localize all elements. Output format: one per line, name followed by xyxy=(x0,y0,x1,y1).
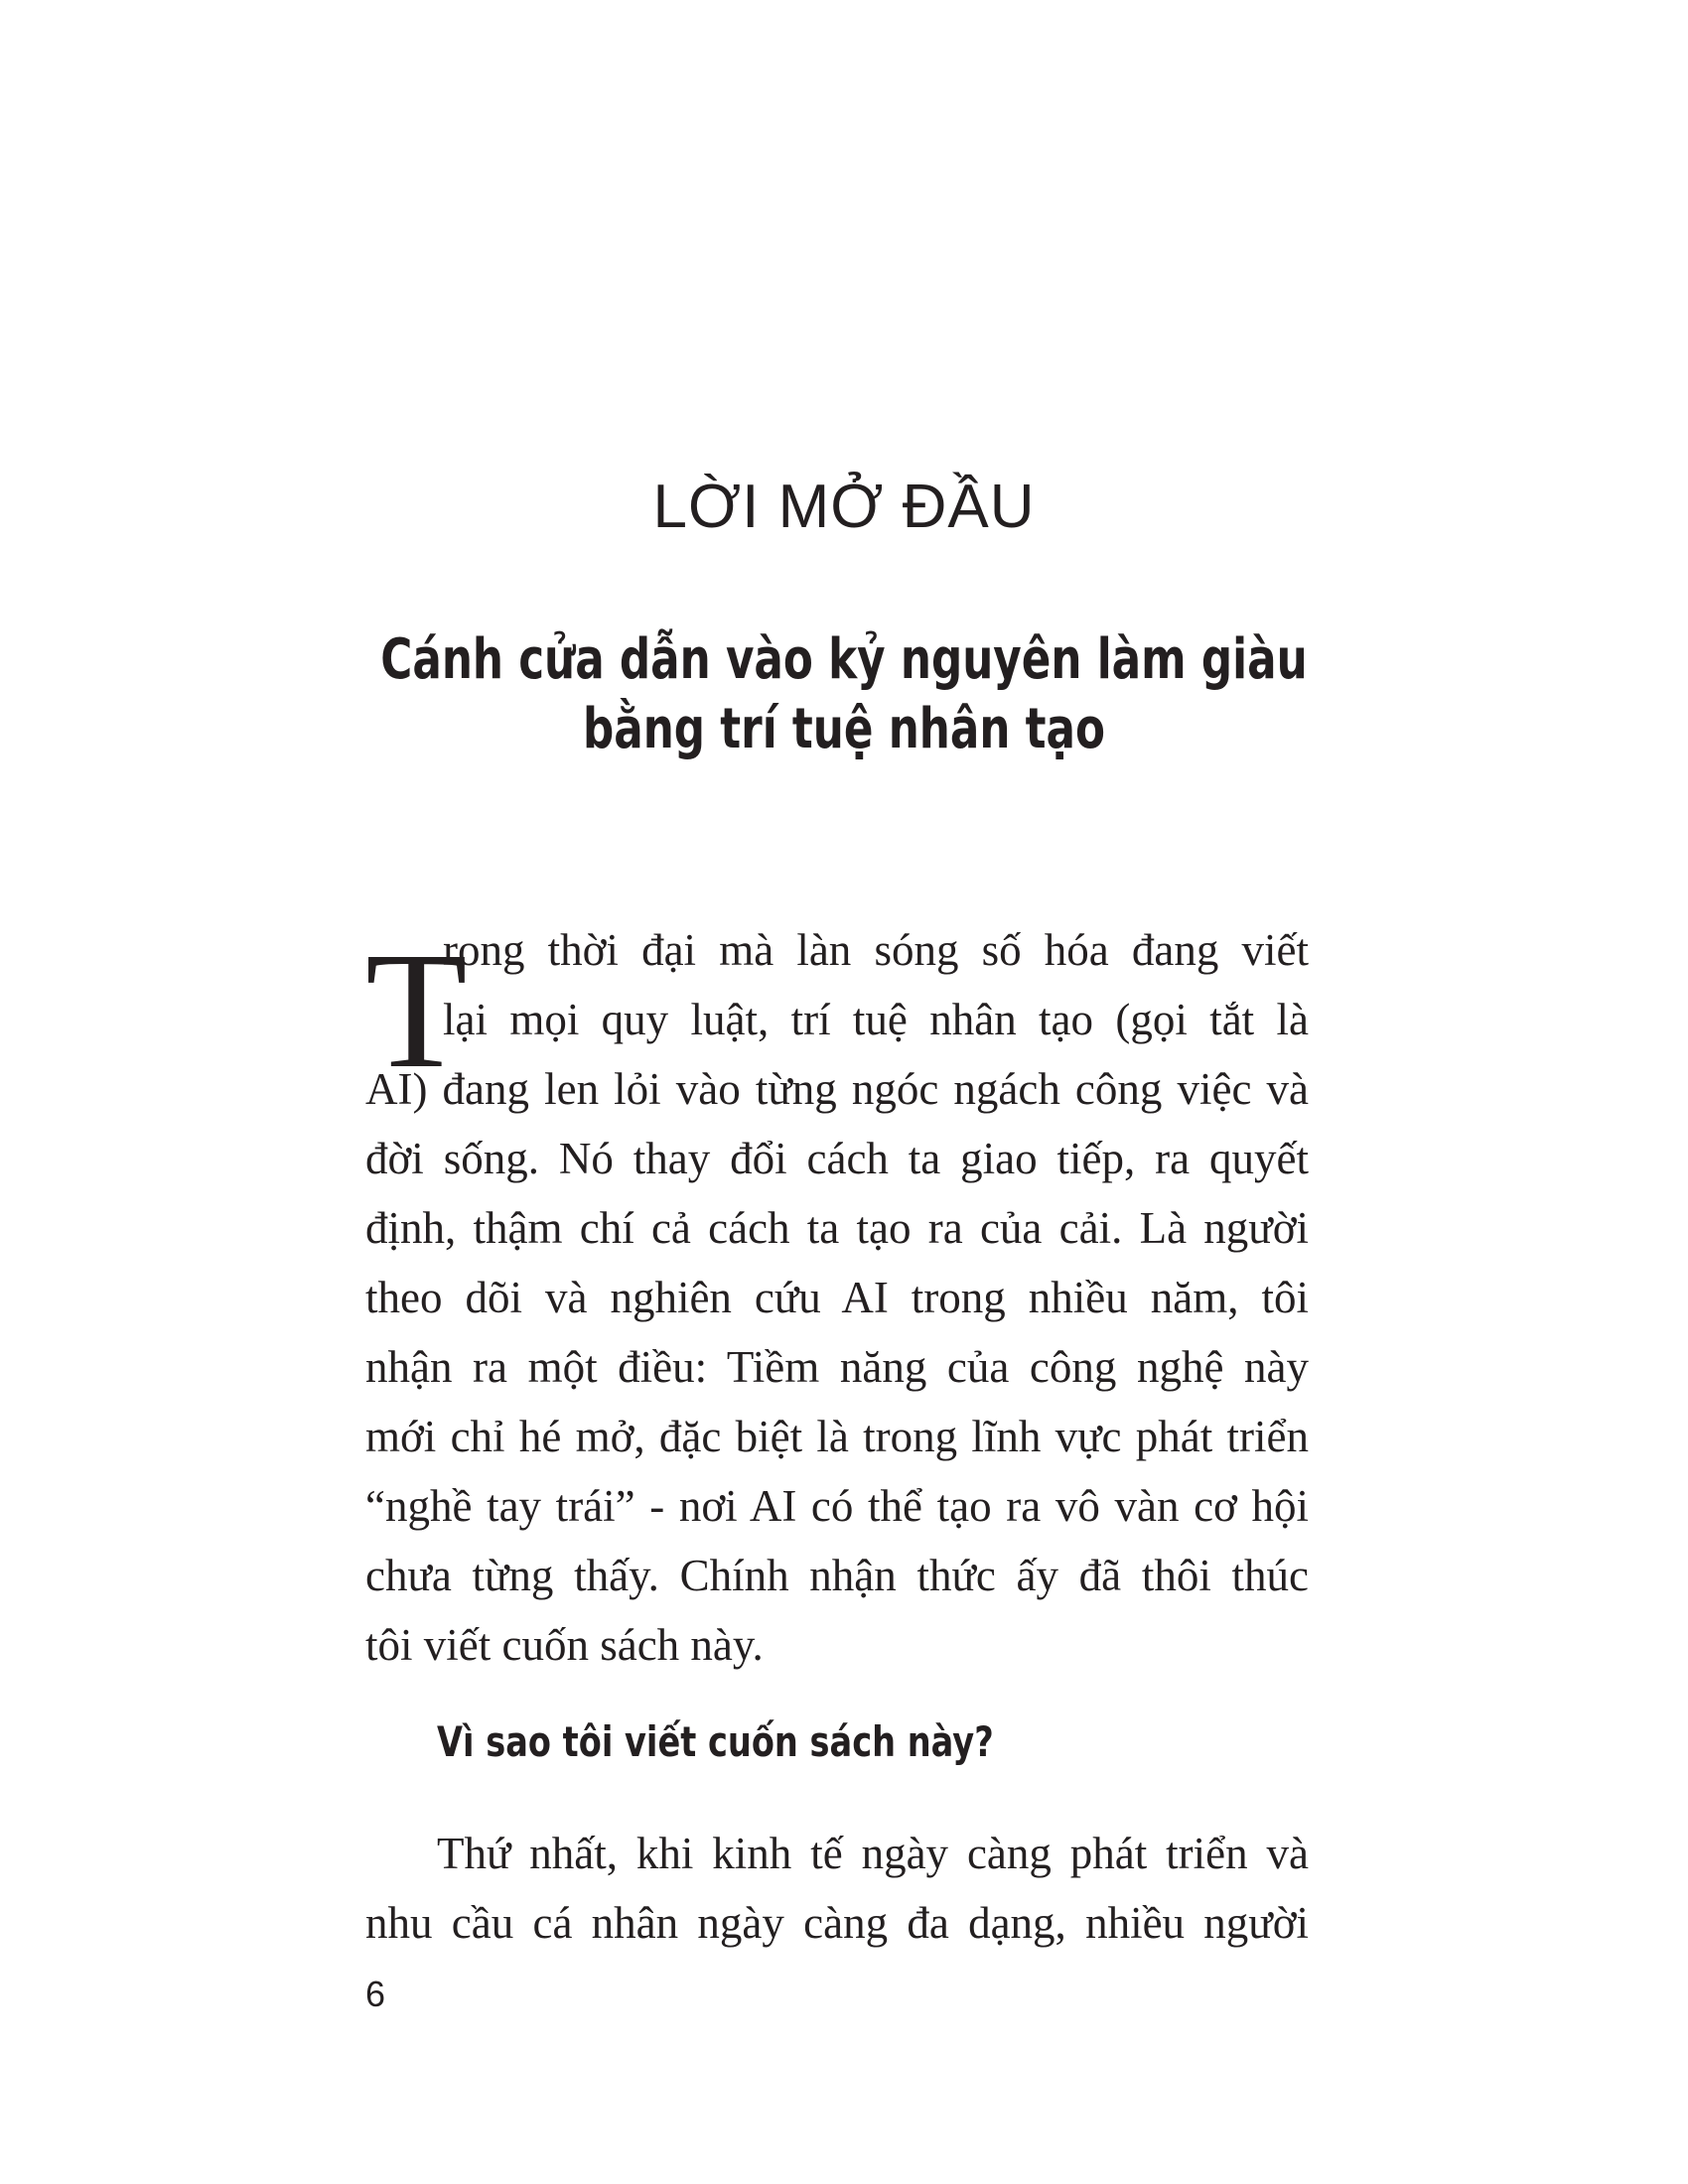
text-line: định, thậm chí cả cách ta tạo ra của cải. Là người xyxy=(365,1203,1309,1253)
text-line: mới chỉ hé mở, đặc biệt là trong lĩnh vực phát triển xyxy=(365,1412,1309,1461)
text-line: lại mọi quy luật, trí tuệ nhân tạo (gọi tắt là xyxy=(443,995,1309,1044)
intro-paragraph-text xyxy=(365,915,1309,1680)
text-line: chưa từng thấy. Chính nhận thức ấy đã thôi thúc xyxy=(365,1551,1309,1600)
chapter-title xyxy=(186,625,1502,764)
section-heading: Vì sao tôi viết cuốn sách này? xyxy=(437,1717,994,1766)
text-line: AI) đang len lỏi vào từng ngóc ngách công việc và xyxy=(365,1064,1309,1114)
intro-paragraph xyxy=(365,915,1309,1680)
text-line: rong thời đại mà làn sóng số hóa đang viết xyxy=(443,925,1309,975)
chapter-title-line-1: Cánh cửa dẫn vào kỷ nguyên làm giàu xyxy=(380,627,1308,692)
text-line: theo dõi và nghiên cứu AI trong nhiều năm, tôi xyxy=(365,1273,1309,1322)
page-number: 6 xyxy=(365,1974,386,2014)
text-line: tôi viết cuốn sách này. xyxy=(365,1620,764,1670)
second-paragraph xyxy=(365,1819,1309,1958)
drop-cap: T xyxy=(365,918,468,1103)
text-line: nhận ra một điều: Tiềm năng của công nghệ này xyxy=(365,1342,1309,1392)
chapter-title-line-2: bằng trí tuệ nhân tạo xyxy=(582,697,1106,761)
text-line: Thứ nhất, khi kinh tế ngày càng phát triển và xyxy=(437,1829,1309,1878)
text-line: đời sống. Nó thay đổi cách ta giao tiếp, ra quyết xyxy=(365,1134,1309,1183)
intro-paragraph-body xyxy=(365,915,1309,1680)
text-line: nhu cầu cá nhân ngày càng đa dạng, nhiều người xyxy=(365,1898,1309,1948)
text-line: “nghề tay trái” - nơi AI có thể tạo ra vô vàn cơ hội xyxy=(365,1481,1309,1531)
chapter-label: LỜI MỞ ĐẦU xyxy=(652,473,1036,541)
